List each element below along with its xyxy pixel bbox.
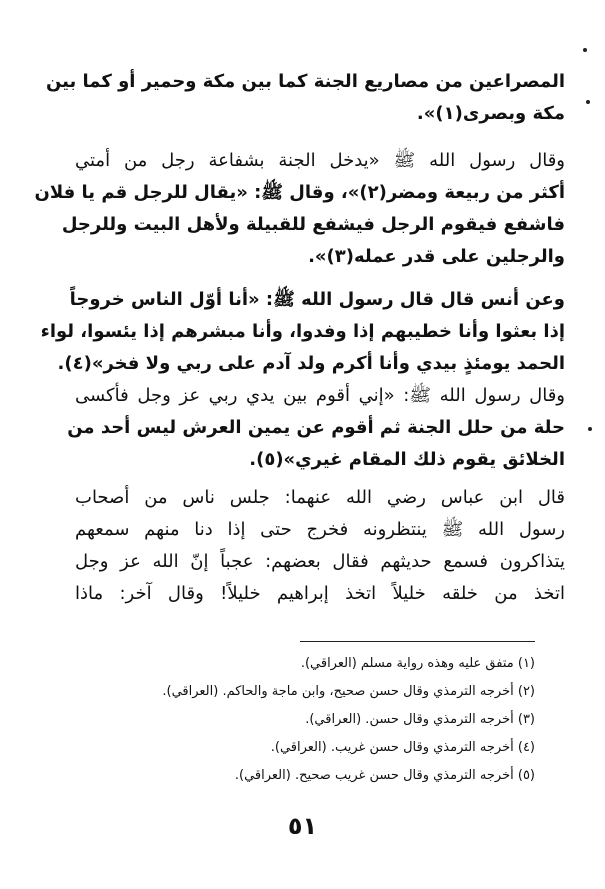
- footnote: (١) متفق عليه وهذه رواية مسلم (العراقي).: [300, 656, 535, 671]
- text-line: مكة وبصرى(١)».: [416, 103, 565, 124]
- text-line: رسول الله ﷺ ينتظرونه فخرج حتى إذا دنا منهم سمعهم: [75, 519, 565, 540]
- page-number: ٥١: [287, 812, 318, 840]
- scan-speck: [588, 427, 592, 431]
- text-line: قال ابن عباس رضي الله عنهما: جلس ناس من أصحاب: [75, 487, 565, 508]
- text-line: وقال رسول الله ﷺ «يدخل الجنة بشفاعة رجل من أمتي: [75, 150, 565, 171]
- paragraph-4: [75, 482, 565, 610]
- text-line: وقال رسول الله ﷺ: «إني أقوم بين يدي ربي عز وجل فأكسى: [75, 385, 565, 406]
- text-line: إذا بعثوا وأنا خطيبهم إذا وفدوا، وأنا مبشرهم إذا يئسوا، لواء: [40, 321, 565, 342]
- footnotes-list: [65, 650, 535, 790]
- footnote: (٥) أخرجه الترمذي وقال حسن غريب صحيح. (العراقي).: [234, 768, 535, 783]
- footnote-divider: [300, 641, 535, 642]
- text-line: فاشفع فيقوم الرجل فيشفع للقبيلة ولأهل البيت وللرجل: [61, 214, 565, 235]
- text-line: وعن أنس قال قال رسول الله ﷺ: «أنا أوّل الناس خروجاً: [69, 289, 565, 310]
- footnote: (٢) أخرجه الترمذي وقال حسن صحيح، وابن ماجة والحاكم. (العراقي).: [162, 684, 535, 699]
- text-line: الحمد يومئذٍ بيدي وأنا أكرم ولد آدم على ربي ولا فخر»(٤).: [57, 353, 565, 374]
- paragraph-2: [34, 145, 565, 273]
- footnote: (٣) أخرجه الترمذي وقال حسن. (العراقي).: [305, 712, 535, 727]
- scan-speck: [586, 100, 590, 104]
- text-line: أكثر من ربيعة ومضر(٢)»، وقال ﷺ: «يقال للرجل قم يا فلان: [34, 182, 565, 203]
- scan-speck: [583, 48, 587, 52]
- footnote: (٤) أخرجه الترمذي وقال حسن غريب. (العراقي).: [270, 740, 535, 755]
- text-line: والرجلين على قدر عمله(٣)».: [308, 246, 565, 267]
- text-line: اتخذ من خلقه خليلاً اتخذ إبراهيم خليلاً! وقال آخر: ماذا: [75, 583, 565, 604]
- paragraph-3: [40, 284, 565, 476]
- text-line: الخلائق يقوم ذلك المقام غيري»(٥).: [249, 449, 565, 470]
- paragraph-1: [45, 66, 565, 130]
- text-line: المصراعين من مصاريع الجنة كما بين مكة وحمير أو كما بين: [45, 71, 565, 92]
- text-line: يتذاكرون فسمع حديثهم فقال بعضهم: عجباً إنّ الله عز وجل: [75, 551, 565, 572]
- text-line: حلة من حلل الجنة ثم أقوم عن يمين العرش ليس أحد من: [67, 417, 565, 438]
